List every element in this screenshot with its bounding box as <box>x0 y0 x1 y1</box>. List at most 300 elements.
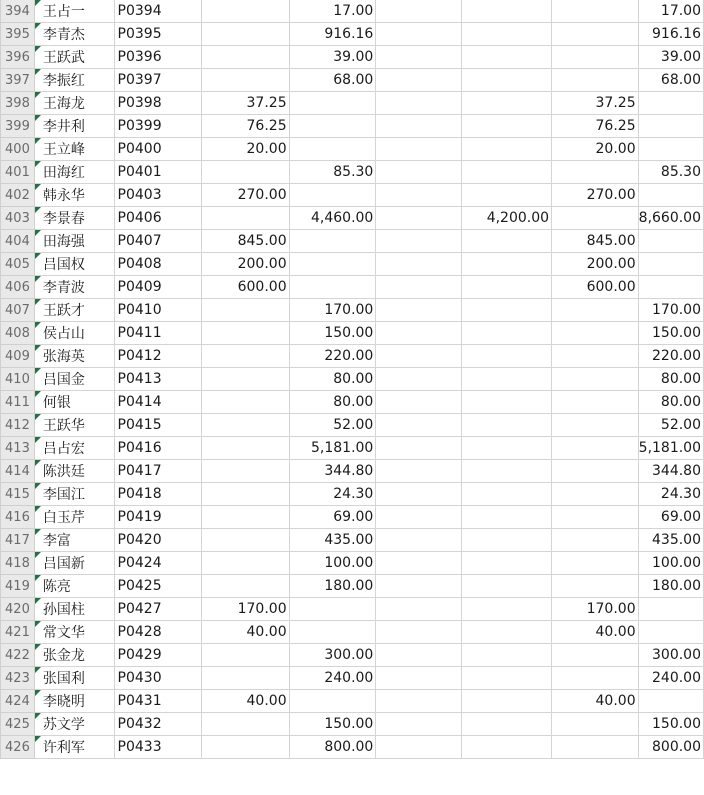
row-header[interactable]: 419 <box>1 575 35 598</box>
name-cell[interactable]: 田海强 <box>34 230 114 253</box>
amount-cell-d[interactable] <box>462 414 552 437</box>
code-cell[interactable]: P0406 <box>114 207 202 230</box>
code-cell[interactable]: P0419 <box>114 506 202 529</box>
amount-cell-a[interactable] <box>202 529 290 552</box>
amount-cell-c[interactable] <box>376 46 462 69</box>
row-header[interactable]: 416 <box>1 506 35 529</box>
name-cell[interactable]: 李富 <box>34 529 114 552</box>
amount-cell-d[interactable] <box>462 253 552 276</box>
amount-cell-d[interactable] <box>462 483 552 506</box>
code-cell[interactable]: P0432 <box>114 713 202 736</box>
amount-cell-f[interactable] <box>638 230 703 253</box>
table-row[interactable] <box>1 368 704 391</box>
amount-cell-c[interactable] <box>376 460 462 483</box>
amount-cell-a[interactable] <box>202 713 290 736</box>
name-cell[interactable]: 张金龙 <box>34 644 114 667</box>
row-header[interactable]: 425 <box>1 713 35 736</box>
code-cell[interactable]: P0399 <box>114 115 202 138</box>
amount-cell-e[interactable]: 270.00 <box>552 184 639 207</box>
name-cell[interactable]: 常文华 <box>34 621 114 644</box>
name-cell[interactable]: 李青波 <box>34 276 114 299</box>
amount-cell-a[interactable]: 845.00 <box>202 230 290 253</box>
amount-cell-d[interactable] <box>462 69 552 92</box>
name-cell[interactable]: 陈亮 <box>34 575 114 598</box>
amount-cell-d[interactable] <box>462 575 552 598</box>
amount-cell-e[interactable] <box>552 207 639 230</box>
row-header[interactable]: 394 <box>1 0 35 23</box>
amount-cell-b[interactable]: 68.00 <box>289 69 376 92</box>
amount-cell-b[interactable]: 4,460.00 <box>289 207 376 230</box>
amount-cell-f[interactable]: 344.80 <box>638 460 703 483</box>
amount-cell-f[interactable]: 220.00 <box>638 345 703 368</box>
name-cell[interactable]: 王跃才 <box>34 299 114 322</box>
table-row[interactable] <box>1 92 704 115</box>
amount-cell-a[interactable] <box>202 161 290 184</box>
code-cell[interactable]: P0401 <box>114 161 202 184</box>
name-cell[interactable]: 孙国柱 <box>34 598 114 621</box>
amount-cell-b[interactable] <box>289 92 376 115</box>
amount-cell-c[interactable] <box>376 575 462 598</box>
row-header[interactable]: 424 <box>1 690 35 713</box>
amount-cell-f[interactable]: 240.00 <box>638 667 703 690</box>
amount-cell-c[interactable] <box>376 414 462 437</box>
amount-cell-e[interactable]: 40.00 <box>552 621 639 644</box>
amount-cell-f[interactable]: 5,181.00 <box>638 437 703 460</box>
amount-cell-e[interactable] <box>552 437 639 460</box>
amount-cell-b[interactable]: 344.80 <box>289 460 376 483</box>
code-cell[interactable]: P0418 <box>114 483 202 506</box>
table-row[interactable] <box>1 713 704 736</box>
amount-cell-d[interactable] <box>462 437 552 460</box>
amount-cell-f[interactable] <box>638 184 703 207</box>
amount-cell-b[interactable]: 150.00 <box>289 322 376 345</box>
table-row[interactable] <box>1 161 704 184</box>
row-header[interactable]: 422 <box>1 644 35 667</box>
amount-cell-b[interactable]: 170.00 <box>289 299 376 322</box>
code-cell[interactable]: P0415 <box>114 414 202 437</box>
name-cell[interactable]: 何银 <box>34 391 114 414</box>
amount-cell-e[interactable] <box>552 460 639 483</box>
amount-cell-e[interactable] <box>552 23 639 46</box>
amount-cell-d[interactable] <box>462 598 552 621</box>
row-header[interactable]: 395 <box>1 23 35 46</box>
table-row[interactable] <box>1 253 704 276</box>
amount-cell-f[interactable]: 8,660.00 <box>638 207 703 230</box>
code-cell[interactable]: P0412 <box>114 345 202 368</box>
amount-cell-f[interactable]: 170.00 <box>638 299 703 322</box>
table-row[interactable] <box>1 736 704 759</box>
amount-cell-a[interactable]: 200.00 <box>202 253 290 276</box>
amount-cell-f[interactable]: 80.00 <box>638 391 703 414</box>
amount-cell-b[interactable]: 300.00 <box>289 644 376 667</box>
amount-cell-b[interactable]: 240.00 <box>289 667 376 690</box>
amount-cell-d[interactable] <box>462 276 552 299</box>
code-cell[interactable]: P0414 <box>114 391 202 414</box>
code-cell[interactable]: P0417 <box>114 460 202 483</box>
name-cell[interactable]: 王海龙 <box>34 92 114 115</box>
amount-cell-b[interactable] <box>289 598 376 621</box>
code-cell[interactable]: P0431 <box>114 690 202 713</box>
amount-cell-e[interactable] <box>552 161 639 184</box>
amount-cell-a[interactable] <box>202 414 290 437</box>
amount-cell-b[interactable] <box>289 184 376 207</box>
amount-cell-c[interactable] <box>376 138 462 161</box>
amount-cell-c[interactable] <box>376 69 462 92</box>
amount-cell-f[interactable] <box>638 598 703 621</box>
row-header[interactable]: 420 <box>1 598 35 621</box>
amount-cell-c[interactable] <box>376 345 462 368</box>
code-cell[interactable]: P0413 <box>114 368 202 391</box>
row-header[interactable]: 404 <box>1 230 35 253</box>
amount-cell-e[interactable] <box>552 0 639 23</box>
name-cell[interactable]: 王占一 <box>34 0 114 23</box>
amount-cell-f[interactable] <box>638 138 703 161</box>
amount-cell-d[interactable] <box>462 736 552 759</box>
table-row[interactable] <box>1 506 704 529</box>
amount-cell-e[interactable] <box>552 391 639 414</box>
amount-cell-b[interactable]: 80.00 <box>289 391 376 414</box>
amount-cell-f[interactable]: 150.00 <box>638 713 703 736</box>
code-cell[interactable]: P0424 <box>114 552 202 575</box>
amount-cell-f[interactable]: 800.00 <box>638 736 703 759</box>
amount-cell-a[interactable] <box>202 322 290 345</box>
amount-cell-c[interactable] <box>376 23 462 46</box>
table-row[interactable] <box>1 207 704 230</box>
amount-cell-c[interactable] <box>376 529 462 552</box>
amount-cell-c[interactable] <box>376 184 462 207</box>
name-cell[interactable]: 李国江 <box>34 483 114 506</box>
code-cell[interactable]: P0395 <box>114 23 202 46</box>
amount-cell-a[interactable] <box>202 460 290 483</box>
name-cell[interactable]: 苏文学 <box>34 713 114 736</box>
amount-cell-b[interactable]: 5,181.00 <box>289 437 376 460</box>
amount-cell-c[interactable] <box>376 368 462 391</box>
table-row[interactable] <box>1 621 704 644</box>
table-row[interactable] <box>1 230 704 253</box>
table-row[interactable] <box>1 69 704 92</box>
amount-cell-a[interactable] <box>202 644 290 667</box>
amount-cell-e[interactable] <box>552 345 639 368</box>
name-cell[interactable]: 吕国新 <box>34 552 114 575</box>
amount-cell-f[interactable]: 300.00 <box>638 644 703 667</box>
amount-cell-d[interactable] <box>462 644 552 667</box>
amount-cell-a[interactable] <box>202 437 290 460</box>
amount-cell-d[interactable] <box>462 92 552 115</box>
amount-cell-d[interactable] <box>462 299 552 322</box>
row-header[interactable]: 421 <box>1 621 35 644</box>
amount-cell-a[interactable] <box>202 46 290 69</box>
amount-cell-e[interactable] <box>552 667 639 690</box>
table-row[interactable] <box>1 184 704 207</box>
amount-cell-f[interactable]: 52.00 <box>638 414 703 437</box>
amount-cell-f[interactable] <box>638 621 703 644</box>
name-cell[interactable]: 侯占山 <box>34 322 114 345</box>
name-cell[interactable]: 李景春 <box>34 207 114 230</box>
table-row[interactable] <box>1 437 704 460</box>
row-header[interactable]: 397 <box>1 69 35 92</box>
row-header[interactable]: 409 <box>1 345 35 368</box>
row-header[interactable]: 418 <box>1 552 35 575</box>
code-cell[interactable]: P0400 <box>114 138 202 161</box>
amount-cell-d[interactable] <box>462 552 552 575</box>
row-header[interactable]: 403 <box>1 207 35 230</box>
amount-cell-e[interactable]: 845.00 <box>552 230 639 253</box>
table-row[interactable] <box>1 483 704 506</box>
amount-cell-d[interactable] <box>462 529 552 552</box>
amount-cell-e[interactable] <box>552 414 639 437</box>
amount-cell-d[interactable] <box>462 161 552 184</box>
code-cell[interactable]: P0433 <box>114 736 202 759</box>
name-cell[interactable]: 吕国权 <box>34 253 114 276</box>
amount-cell-e[interactable]: 600.00 <box>552 276 639 299</box>
table-row[interactable] <box>1 598 704 621</box>
row-header[interactable]: 406 <box>1 276 35 299</box>
amount-cell-d[interactable] <box>462 23 552 46</box>
row-header[interactable]: 402 <box>1 184 35 207</box>
amount-cell-e[interactable]: 200.00 <box>552 253 639 276</box>
amount-cell-f[interactable]: 68.00 <box>638 69 703 92</box>
row-header[interactable]: 423 <box>1 667 35 690</box>
name-cell[interactable]: 陈洪廷 <box>34 460 114 483</box>
amount-cell-f[interactable] <box>638 690 703 713</box>
table-row[interactable] <box>1 0 704 23</box>
amount-cell-a[interactable] <box>202 552 290 575</box>
row-header[interactable]: 398 <box>1 92 35 115</box>
amount-cell-c[interactable] <box>376 115 462 138</box>
row-header[interactable]: 414 <box>1 460 35 483</box>
amount-cell-f[interactable]: 100.00 <box>638 552 703 575</box>
name-cell[interactable]: 李晓明 <box>34 690 114 713</box>
amount-cell-c[interactable] <box>376 690 462 713</box>
amount-cell-f[interactable]: 435.00 <box>638 529 703 552</box>
amount-cell-e[interactable] <box>552 69 639 92</box>
amount-cell-d[interactable] <box>462 368 552 391</box>
amount-cell-e[interactable] <box>552 575 639 598</box>
table-row[interactable] <box>1 46 704 69</box>
row-header[interactable]: 413 <box>1 437 35 460</box>
amount-cell-c[interactable] <box>376 736 462 759</box>
amount-cell-c[interactable] <box>376 0 462 23</box>
code-cell[interactable]: P0420 <box>114 529 202 552</box>
amount-cell-a[interactable] <box>202 368 290 391</box>
amount-cell-a[interactable] <box>202 0 290 23</box>
amount-cell-b[interactable]: 100.00 <box>289 552 376 575</box>
table-row[interactable] <box>1 667 704 690</box>
amount-cell-e[interactable] <box>552 736 639 759</box>
amount-cell-c[interactable] <box>376 92 462 115</box>
amount-cell-a[interactable] <box>202 299 290 322</box>
table-row[interactable] <box>1 276 704 299</box>
table-row[interactable] <box>1 345 704 368</box>
amount-cell-b[interactable]: 69.00 <box>289 506 376 529</box>
amount-cell-c[interactable] <box>376 598 462 621</box>
amount-cell-d[interactable] <box>462 506 552 529</box>
amount-cell-d[interactable] <box>462 621 552 644</box>
name-cell[interactable]: 吕占宏 <box>34 437 114 460</box>
amount-cell-c[interactable] <box>376 322 462 345</box>
row-header[interactable]: 400 <box>1 138 35 161</box>
amount-cell-e[interactable]: 20.00 <box>552 138 639 161</box>
amount-cell-c[interactable] <box>376 667 462 690</box>
code-cell[interactable]: P0429 <box>114 644 202 667</box>
name-cell[interactable]: 李振红 <box>34 69 114 92</box>
amount-cell-f[interactable]: 916.16 <box>638 23 703 46</box>
table-row[interactable] <box>1 690 704 713</box>
code-cell[interactable]: P0410 <box>114 299 202 322</box>
amount-cell-b[interactable]: 800.00 <box>289 736 376 759</box>
amount-cell-a[interactable]: 40.00 <box>202 690 290 713</box>
row-header[interactable]: 417 <box>1 529 35 552</box>
amount-cell-b[interactable]: 39.00 <box>289 46 376 69</box>
amount-cell-d[interactable]: 4,200.00 <box>462 207 552 230</box>
amount-cell-f[interactable]: 17.00 <box>638 0 703 23</box>
code-cell[interactable]: P0396 <box>114 46 202 69</box>
amount-cell-b[interactable]: 435.00 <box>289 529 376 552</box>
amount-cell-e[interactable] <box>552 529 639 552</box>
row-header[interactable]: 411 <box>1 391 35 414</box>
name-cell[interactable]: 王跃华 <box>34 414 114 437</box>
amount-cell-a[interactable] <box>202 736 290 759</box>
amount-cell-f[interactable] <box>638 92 703 115</box>
amount-cell-e[interactable] <box>552 644 639 667</box>
row-header[interactable]: 415 <box>1 483 35 506</box>
amount-cell-a[interactable] <box>202 69 290 92</box>
code-cell[interactable]: P0394 <box>114 0 202 23</box>
amount-cell-f[interactable]: 69.00 <box>638 506 703 529</box>
amount-cell-b[interactable] <box>289 115 376 138</box>
name-cell[interactable]: 田海红 <box>34 161 114 184</box>
amount-cell-d[interactable] <box>462 0 552 23</box>
amount-cell-c[interactable] <box>376 621 462 644</box>
name-cell[interactable]: 李青杰 <box>34 23 114 46</box>
code-cell[interactable]: P0398 <box>114 92 202 115</box>
amount-cell-c[interactable] <box>376 437 462 460</box>
amount-cell-d[interactable] <box>462 667 552 690</box>
amount-cell-b[interactable]: 85.30 <box>289 161 376 184</box>
name-cell[interactable]: 张海英 <box>34 345 114 368</box>
amount-cell-a[interactable] <box>202 667 290 690</box>
amount-cell-c[interactable] <box>376 253 462 276</box>
amount-cell-c[interactable] <box>376 483 462 506</box>
row-header[interactable]: 401 <box>1 161 35 184</box>
name-cell[interactable]: 吕国金 <box>34 368 114 391</box>
amount-cell-f[interactable] <box>638 276 703 299</box>
name-cell[interactable]: 白玉芹 <box>34 506 114 529</box>
amount-cell-c[interactable] <box>376 713 462 736</box>
amount-cell-e[interactable] <box>552 368 639 391</box>
amount-cell-a[interactable]: 170.00 <box>202 598 290 621</box>
amount-cell-b[interactable] <box>289 690 376 713</box>
amount-cell-f[interactable]: 39.00 <box>638 46 703 69</box>
amount-cell-b[interactable]: 24.30 <box>289 483 376 506</box>
amount-cell-f[interactable]: 150.00 <box>638 322 703 345</box>
amount-cell-e[interactable]: 76.25 <box>552 115 639 138</box>
amount-cell-a[interactable]: 600.00 <box>202 276 290 299</box>
amount-cell-f[interactable]: 180.00 <box>638 575 703 598</box>
name-cell[interactable]: 王跃武 <box>34 46 114 69</box>
amount-cell-e[interactable]: 170.00 <box>552 598 639 621</box>
amount-cell-d[interactable] <box>462 322 552 345</box>
code-cell[interactable]: P0427 <box>114 598 202 621</box>
amount-cell-b[interactable]: 220.00 <box>289 345 376 368</box>
amount-cell-d[interactable] <box>462 46 552 69</box>
amount-cell-d[interactable] <box>462 690 552 713</box>
amount-cell-b[interactable]: 150.00 <box>289 713 376 736</box>
amount-cell-c[interactable] <box>376 161 462 184</box>
amount-cell-d[interactable] <box>462 184 552 207</box>
amount-cell-c[interactable] <box>376 230 462 253</box>
amount-cell-a[interactable]: 270.00 <box>202 184 290 207</box>
amount-cell-d[interactable] <box>462 391 552 414</box>
amount-cell-c[interactable] <box>376 391 462 414</box>
name-cell[interactable]: 许利军 <box>34 736 114 759</box>
amount-cell-c[interactable] <box>376 644 462 667</box>
table-row[interactable] <box>1 391 704 414</box>
amount-cell-b[interactable] <box>289 253 376 276</box>
amount-cell-d[interactable] <box>462 115 552 138</box>
amount-cell-a[interactable] <box>202 506 290 529</box>
amount-cell-d[interactable] <box>462 138 552 161</box>
name-cell[interactable]: 韩永华 <box>34 184 114 207</box>
amount-cell-f[interactable]: 24.30 <box>638 483 703 506</box>
amount-cell-e[interactable] <box>552 299 639 322</box>
code-cell[interactable]: P0425 <box>114 575 202 598</box>
amount-cell-e[interactable] <box>552 713 639 736</box>
code-cell[interactable]: P0397 <box>114 69 202 92</box>
amount-cell-e[interactable] <box>552 46 639 69</box>
row-header[interactable]: 396 <box>1 46 35 69</box>
amount-cell-a[interactable] <box>202 575 290 598</box>
table-row[interactable] <box>1 138 704 161</box>
amount-cell-f[interactable]: 80.00 <box>638 368 703 391</box>
amount-cell-b[interactable] <box>289 621 376 644</box>
amount-cell-a[interactable] <box>202 483 290 506</box>
amount-cell-d[interactable] <box>462 230 552 253</box>
table-row[interactable] <box>1 299 704 322</box>
row-header[interactable]: 405 <box>1 253 35 276</box>
table-row[interactable] <box>1 322 704 345</box>
amount-cell-e[interactable]: 40.00 <box>552 690 639 713</box>
amount-cell-a[interactable]: 20.00 <box>202 138 290 161</box>
row-header[interactable]: 407 <box>1 299 35 322</box>
table-row[interactable] <box>1 529 704 552</box>
amount-cell-b[interactable] <box>289 276 376 299</box>
table-row[interactable] <box>1 552 704 575</box>
amount-cell-a[interactable] <box>202 345 290 368</box>
table-row[interactable] <box>1 460 704 483</box>
row-header[interactable]: 399 <box>1 115 35 138</box>
amount-cell-e[interactable] <box>552 506 639 529</box>
amount-cell-f[interactable] <box>638 115 703 138</box>
amount-cell-b[interactable] <box>289 138 376 161</box>
amount-cell-c[interactable] <box>376 299 462 322</box>
amount-cell-d[interactable] <box>462 345 552 368</box>
amount-cell-a[interactable]: 76.25 <box>202 115 290 138</box>
amount-cell-c[interactable] <box>376 506 462 529</box>
amount-cell-d[interactable] <box>462 713 552 736</box>
code-cell[interactable]: P0430 <box>114 667 202 690</box>
amount-cell-b[interactable]: 17.00 <box>289 0 376 23</box>
row-header[interactable]: 410 <box>1 368 35 391</box>
code-cell[interactable]: P0416 <box>114 437 202 460</box>
amount-cell-f[interactable] <box>638 253 703 276</box>
amount-cell-e[interactable] <box>552 483 639 506</box>
row-header[interactable]: 412 <box>1 414 35 437</box>
name-cell[interactable]: 王立峰 <box>34 138 114 161</box>
amount-cell-a[interactable] <box>202 391 290 414</box>
code-cell[interactable]: P0403 <box>114 184 202 207</box>
amount-cell-b[interactable]: 916.16 <box>289 23 376 46</box>
